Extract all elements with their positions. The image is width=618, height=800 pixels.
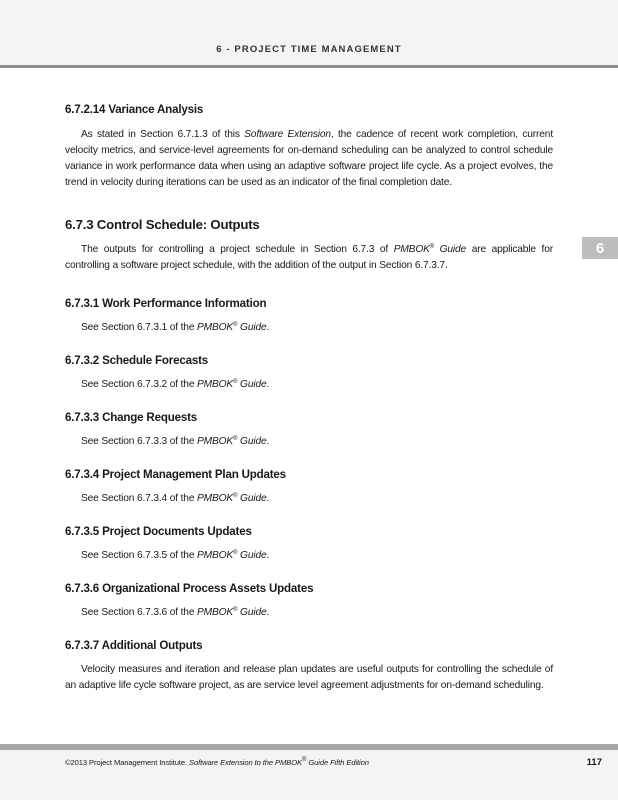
- paragraph: See Section 6.7.3.1 of the PMBOK® Guide.: [81, 322, 270, 333]
- subsection: [65, 468, 553, 507]
- subsection: [65, 297, 553, 336]
- section-heading: 6.7.3.7 Additional Outputs: [65, 639, 203, 652]
- paragraph: Velocity measures and iteration and release plan updates are useful outputs for controlling the schedule of an adaptive life cycle software project, as are service level agreement adjustments for on-demand scheduling.: [65, 664, 553, 691]
- running-header: 6 - PROJECT TIME MANAGEMENT: [216, 44, 402, 55]
- header-rule: [0, 65, 618, 68]
- chapter-tab: 6: [582, 237, 618, 259]
- section-heading: 6.7.3.1 Work Performance Information: [65, 297, 267, 310]
- footer-copyright: ©2013 Project Management Institute. Software Extension to the PMBOK® Guide Fifth Edition: [65, 757, 369, 767]
- section-heading: 6.7.3.4 Project Management Plan Updates: [65, 468, 286, 481]
- subsection: [65, 354, 553, 393]
- section-heading: 6.7.3 Control Schedule: Outputs: [65, 217, 260, 232]
- header-band: [0, 0, 618, 66]
- paragraph: See Section 6.7.3.6 of the PMBOK® Guide.: [81, 607, 270, 618]
- paragraph: See Section 6.7.3.4 of the PMBOK® Guide.: [81, 493, 270, 504]
- section-heading: 6.7.3.5 Project Documents Updates: [65, 525, 252, 538]
- page-number: 117: [586, 757, 602, 768]
- subsection: [65, 582, 553, 621]
- paragraph: As stated in Section 6.7.1.3 of this Software Extension, the cadence of recent work completion, current velocity metrics, and service-level agreements for on-demand scheduling can be analyzed to control schedule variance in work performance data when using an adaptive software project life cycle. As a project evolves, the trend in velocity during iterations can be used as an indicator of the final completion date.: [65, 129, 553, 188]
- subsection: [65, 411, 553, 450]
- footer-band: [0, 744, 618, 800]
- paragraph: See Section 6.7.3.2 of the PMBOK® Guide.: [81, 379, 270, 390]
- subsection: [65, 639, 553, 694]
- section-heading: 6.7.3.2 Schedule Forecasts: [65, 354, 209, 367]
- paragraph: See Section 6.7.3.5 of the PMBOK® Guide.: [81, 550, 270, 561]
- paragraph: See Section 6.7.3.3 of the PMBOK® Guide.: [81, 436, 270, 447]
- section-heading: 6.7.2.14 Variance Analysis: [65, 103, 204, 116]
- paragraph: The outputs for controlling a project schedule in Section 6.7.3 of PMBOK® Guide are applicable for controlling a software project schedule, with the addition of the output in Section 6.7.3.7.: [65, 244, 553, 271]
- section-heading: 6.7.3.3 Change Requests: [65, 411, 198, 424]
- section-heading: 6.7.3.6 Organizational Process Assets Updates: [65, 582, 314, 595]
- page-content: [65, 103, 553, 694]
- subsection: [65, 525, 553, 564]
- footer-rule: [0, 744, 618, 750]
